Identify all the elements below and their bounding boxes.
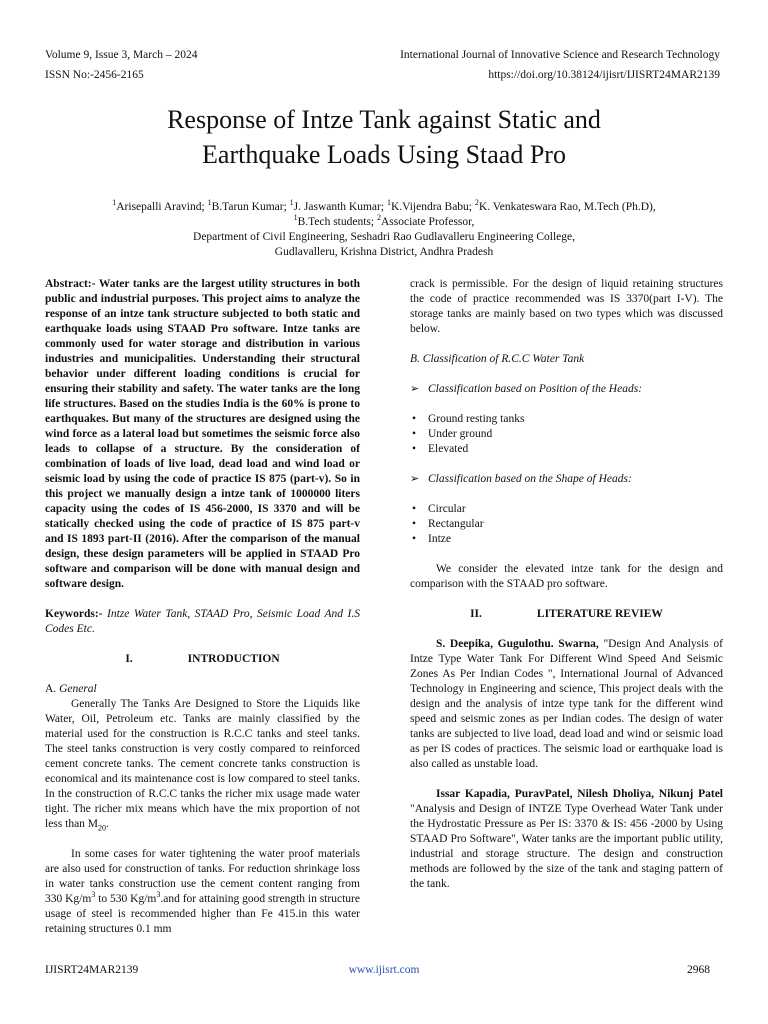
continued-paragraph: crack is permissible. For the design of liquid retaining structures the code of practice recommended was IS 3370(part I-V). The storage tanks are mainly based on two types which was discussed below. xyxy=(410,278,723,335)
section-heading-introduction: I. INTRODUCTION xyxy=(125,653,280,665)
volume-info: Volume 9, Issue 3, March – 2024 xyxy=(45,49,198,61)
shape-list xyxy=(410,502,723,547)
paper-title xyxy=(0,102,768,172)
position-list xyxy=(410,412,723,457)
arrow-heading-position: ➢ Classification based on Position of the Heads: xyxy=(410,382,723,397)
list-item: • Circular xyxy=(410,502,723,517)
literature-entry-2: Issar Kapadia, PuravPatel, Nilesh Dholiya, Nikunj Patel "Analysis and Design of INTZE Type Overhead Water Tank under the Hydrostatic Pressure as Per IS: 3370 & IS: 456 -2000 by Using STAAD Pro Software", Water tanks are the important public utility, industrial and storage structure. The design and construction methods are followed by the size of the tank and staging pattern of the tank. xyxy=(410,788,723,890)
left-column xyxy=(45,277,360,937)
consider-paragraph: We consider the elevated intze tank for the design and comparison with the STAAD pro software. xyxy=(410,563,723,590)
keywords: Keywords:- Intze Water Tank, STAAD Pro, Seismic Load And I.S Codes Etc. xyxy=(45,608,361,635)
list-item: • Rectangular xyxy=(410,517,723,532)
issn: ISSN No:-2456-2165 xyxy=(45,69,144,81)
right-column xyxy=(410,277,723,892)
title-line-2: Earthquake Loads Using Staad Pro xyxy=(202,140,566,169)
journal-name: International Journal of Innovative Science and Research Technology xyxy=(400,49,720,61)
intro-paragraph-2: In some cases for water tightening the water proof materials are also used for construction of tanks. For reduction shrinkage loss in water tanks construction use the cement content ranging from 330 $Kg/m^3$ to 530 $Kg/m^3.and$ for attaining good strength in structure usage of steel is recommended higher than Fe 415.in this water retaining structures 0.1 mm xyxy=(45,848,360,935)
footer-website-link[interactable]: www.ijisrt.com xyxy=(348,964,420,976)
literature-entry-1: S. Deepika, Gugulothu. Swarna, "Design And Analysis of Intze Type Water Tank For Different Wind Speed And Seismic Zones As Per Indian Codes ", International Journal of Advanced Technology in Engineering and science, This project deals with the design and the analysis of intze type tank for the different wind speed and seismic zones as per Indian codes. The design of water tanks are subjected to live load, dead load and wind or seismic load as per IS codes of practices. The seismic load or earthquake load is also called as unstable load. xyxy=(410,638,723,770)
department: Department of Civil Engineering, Seshadri Rao Gudlavalleru Engineering College, xyxy=(193,231,575,243)
section-heading-literature: II. LITERATURE REVIEW xyxy=(470,608,663,620)
page-number: 2968 xyxy=(687,964,710,976)
author-block xyxy=(0,200,768,260)
arrow-heading-shape: ➢ Classification based on the Shape of Heads: xyxy=(410,472,723,487)
list-item: • Ground resting tanks xyxy=(410,412,723,427)
title-line-1: Response of Intze Tank against Static and xyxy=(167,105,601,134)
author-names: $^1$Arisepalli Aravind; $^1$B.Tarun Kumar; $^1$J. Jaswanth Kumar; $^1$K.Vijendra Babu; $^2$K. Venkateswara Rao, M.Tech (Ph.D), xyxy=(112,198,656,213)
doi-link[interactable]: https://doi.org/10.38124/ijisrt/IJISRT24MAR2139 xyxy=(488,69,720,81)
intro-paragraph-1: Generally The Tanks Are Designed to Store the Liquids like Water, Oil, Petroleum etc. Tanks are mainly classified by the material used for the construction is R.C.C tanks and steel tanks. The steel tanks construction is very costly compared to reinforced cement concrete tanks. The cement concrete tanks construction is economical and its maintenance cost is low compared to steel tanks. In the construction of R.C.C tanks the richer mix usage made water tight. The richer mix means which have the mix proportion of not less than $M_{20}$. xyxy=(45,698,360,833)
abstract: Abstract:- Water tanks are the largest utility structures in both public and industrial purposes. This project aims to analyze the response of an intze tank structure subjected to both static and earthquake loads using STAAD Pro software. Intze tanks are commonly used for water storage and distribution in various industries and municipalities. Understanding their structural behavior under different loading conditions is crucial for ensuring their stability and safety. The water tanks are the long life structures. Based on the studies India is the 60% is prone to earthquakes. But many of the structures are designed using the wind force as a lateral load but sometimes the seismic force also leads to collapse of a structure. By the consideration of combination of loads of live load, dead load and wind load or seismic load by using the code of practice IS 875 (part-v). So in this project we manually design a intze tank of 1000000 liters capacity using the codes of IS 456-2000, IS 3370 and will be statically checked using the code of practice of IS 875 part-v and IS 1893 part-II (2016). After the comparison of the manual design, these design parameters will be applied in STAAD Pro software and comparison will be done with manual design and software design. xyxy=(45,278,360,590)
subsection-general: A. General xyxy=(45,683,97,695)
list-item: • Under ground xyxy=(410,427,723,442)
author-roles: $^1$B.Tech students; $^2$Associate Professor, xyxy=(293,213,475,228)
footer-paper-id: IJISRT24MAR2139 xyxy=(45,964,139,976)
list-item: • Intze xyxy=(410,532,723,547)
list-item: • Elevated xyxy=(410,442,723,457)
subsection-classification: B. Classification of R.C.C Water Tank xyxy=(410,353,585,365)
location: Gudlavalleru, Krishna District, Andhra Pradesh xyxy=(274,246,494,258)
